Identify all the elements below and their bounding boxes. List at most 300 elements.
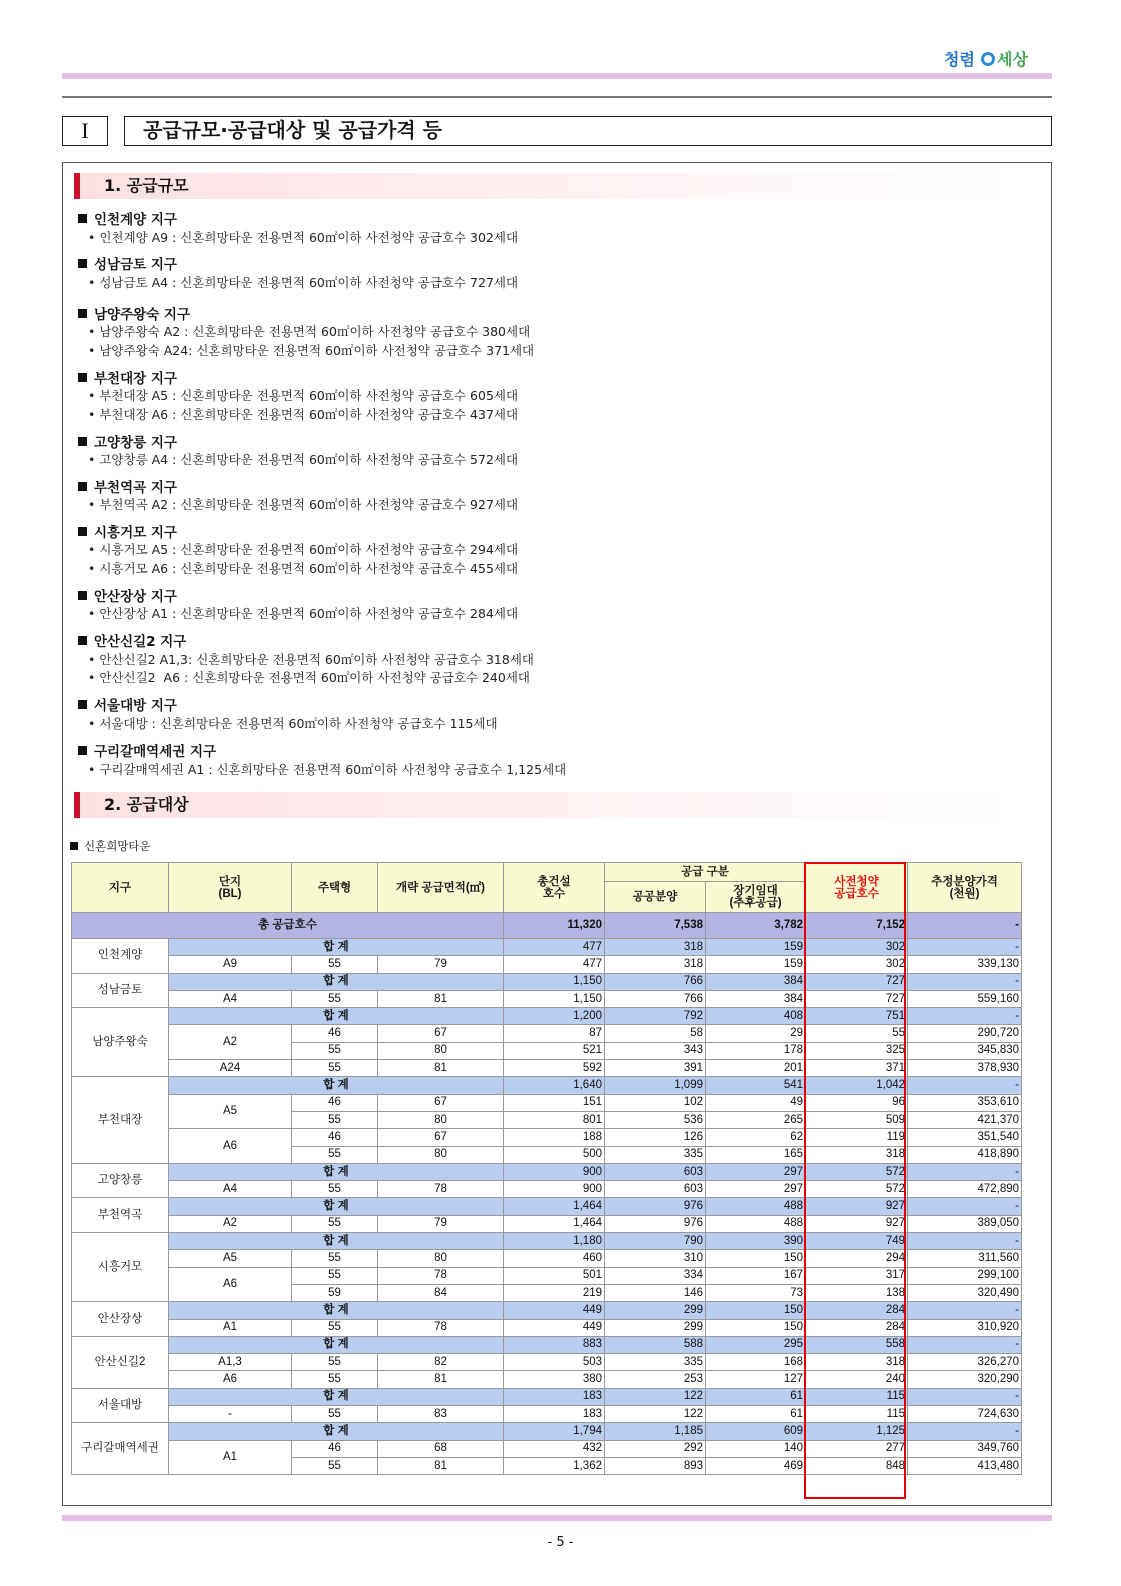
district-sum-row — [72, 1336, 1022, 1353]
area-cell: 82 — [378, 1354, 504, 1371]
block-cell: A4 — [169, 990, 292, 1007]
area-cell: 81 — [378, 1371, 504, 1388]
district-supply-item: • 부천대장 A6 : 신혼희망타운 전용면적 60㎡이하 사전청약 공급호수 437세대 — [88, 407, 519, 422]
table-row — [72, 1250, 1022, 1267]
value-cell: 294 — [806, 1250, 908, 1267]
sum-value: 727 — [806, 973, 908, 990]
value-cell: 727 — [806, 990, 908, 1007]
sum-label: 합 계 — [169, 973, 504, 990]
type-cell: 55 — [292, 1111, 378, 1128]
type-cell: 55 — [292, 1042, 378, 1059]
sum-value: 558 — [806, 1336, 908, 1353]
sum-value: 766 — [605, 973, 706, 990]
footer-pink-bar — [62, 1515, 1052, 1521]
square-bullet-icon — [78, 482, 87, 491]
district-sum-row — [72, 1233, 1022, 1250]
district-supply-item: • 인천계양 A9 : 신혼희망타운 전용면적 60㎡이하 사전청약 공급호수 302세대 — [88, 230, 519, 245]
type-cell: 55 — [292, 1060, 378, 1077]
col-presale — [806, 863, 908, 913]
sum-value: 1,200 — [504, 1008, 605, 1025]
type-cell: 46 — [292, 1094, 378, 1111]
district-cell: 남양주왕숙 — [72, 1008, 169, 1077]
table-row — [72, 1025, 1022, 1042]
sum-value: 927 — [806, 1198, 908, 1215]
value-cell: 318 — [806, 1146, 908, 1163]
area-cell: 78 — [378, 1181, 504, 1198]
sum-value: - — [908, 1163, 1022, 1180]
type-cell: 55 — [292, 1146, 378, 1163]
header-pink-bar — [62, 73, 1052, 79]
sum-value: 790 — [605, 1233, 706, 1250]
sum-value: 390 — [706, 1233, 806, 1250]
total-public: 7,538 — [605, 913, 706, 939]
district-cell: 부천대장 — [72, 1077, 169, 1163]
section-title: 공급규모·공급대상 및 공급가격 등 — [124, 116, 1052, 146]
sum-value: 284 — [806, 1302, 908, 1319]
district-sum-row — [72, 1423, 1022, 1440]
district-sum-row — [72, 1008, 1022, 1025]
sum-value: - — [908, 1302, 1022, 1319]
value-cell: 201 — [706, 1060, 806, 1077]
area-cell: 67 — [378, 1025, 504, 1042]
col-type: 주택형 — [292, 863, 378, 913]
district-sum-row — [72, 1198, 1022, 1215]
sum-value: - — [908, 1198, 1022, 1215]
block-cell: A6 — [169, 1267, 292, 1302]
col-rental-long — [706, 882, 806, 913]
district-cell: 서울대방 — [72, 1388, 169, 1423]
block-cell: A24 — [169, 1060, 292, 1077]
sum-value: - — [908, 1423, 1022, 1440]
sum-value: 183 — [504, 1388, 605, 1405]
area-cell: 79 — [378, 956, 504, 973]
district-cell: 성남금토 — [72, 973, 169, 1008]
value-cell: 509 — [806, 1111, 908, 1128]
district-cell: 부천역곡 — [72, 1198, 169, 1233]
square-bullet-icon — [78, 746, 87, 755]
sum-value: 302 — [806, 939, 908, 956]
col-total-label: 총건설 호수 — [537, 875, 571, 900]
total-price: - — [908, 913, 1022, 939]
value-cell: 115 — [806, 1406, 908, 1423]
type-cell: 55 — [292, 1354, 378, 1371]
total-rental: 3,782 — [706, 913, 806, 939]
supply-target-heading: 2. 공급대상 — [74, 792, 1014, 818]
sum-label: 합 계 — [169, 1163, 504, 1180]
value-cell: 500 — [504, 1146, 605, 1163]
value-cell: 318 — [806, 1354, 908, 1371]
col-price — [908, 863, 1022, 913]
area-cell: 80 — [378, 1111, 504, 1128]
col-block — [169, 863, 292, 913]
sum-value: 1,099 — [605, 1077, 706, 1094]
value-cell: 150 — [706, 1250, 806, 1267]
sum-value: 1,794 — [504, 1423, 605, 1440]
district-name: 서울대방 지구 — [94, 698, 177, 714]
value-cell: 49 — [706, 1094, 806, 1111]
table-row — [72, 1129, 1022, 1146]
sum-value: 541 — [706, 1077, 806, 1094]
block-cell: A2 — [169, 1215, 292, 1232]
value-cell: 29 — [706, 1025, 806, 1042]
value-cell: 349,760 — [908, 1440, 1022, 1457]
block-cell: A1,3 — [169, 1354, 292, 1371]
sum-value: 572 — [806, 1163, 908, 1180]
table-row — [72, 1319, 1022, 1336]
area-cell: 79 — [378, 1215, 504, 1232]
square-bullet-icon — [78, 437, 87, 446]
value-cell: 469 — [706, 1457, 806, 1474]
value-cell: 219 — [504, 1284, 605, 1301]
col-district: 지구 — [72, 863, 169, 913]
value-cell: 310,920 — [908, 1319, 1022, 1336]
sum-label: 합 계 — [169, 1008, 504, 1025]
sum-value: 295 — [706, 1336, 806, 1353]
area-cell: 78 — [378, 1319, 504, 1336]
value-cell: 724,630 — [908, 1406, 1022, 1423]
total-presale: 7,152 — [806, 913, 908, 939]
district-supply-item: • 시흥거모 A6 : 신혼희망타운 전용면적 60㎡이하 사전청약 공급호수 455세대 — [88, 561, 519, 576]
district-heading — [78, 367, 177, 387]
type-cell: 55 — [292, 1457, 378, 1474]
supply-table-body — [72, 913, 1022, 1475]
district-supply-item: • 고양창릉 A4 : 신혼희망타운 전용면적 60㎡이하 사전청약 공급호수 572세대 — [88, 452, 519, 467]
svg-text:청렴: 청렴 — [944, 50, 975, 69]
col-rental-label: 장기임대 (추후공급) — [729, 885, 782, 909]
sum-label: 합 계 — [169, 1423, 504, 1440]
area-cell: 80 — [378, 1250, 504, 1267]
sum-value: 976 — [605, 1198, 706, 1215]
value-cell: 277 — [806, 1440, 908, 1457]
sum-label: 합 계 — [169, 1336, 504, 1353]
sum-value: 318 — [605, 939, 706, 956]
total-count: 11,320 — [504, 913, 605, 939]
col-rental — [605, 882, 706, 913]
value-cell: 413,480 — [908, 1457, 1022, 1474]
value-cell: 61 — [706, 1406, 806, 1423]
sum-value: 603 — [605, 1163, 706, 1180]
sum-value: 299 — [605, 1302, 706, 1319]
area-cell: 68 — [378, 1440, 504, 1457]
header-rule — [62, 96, 1052, 98]
sum-value: 159 — [706, 939, 806, 956]
value-cell: 320,290 — [908, 1371, 1022, 1388]
value-cell: 353,610 — [908, 1094, 1022, 1111]
district-heading — [78, 431, 177, 451]
district-name: 구리갈매역세권 지구 — [94, 744, 217, 760]
value-cell: 1,464 — [504, 1215, 605, 1232]
type-cell: 46 — [292, 1440, 378, 1457]
type-cell: 55 — [292, 956, 378, 973]
table-row — [72, 1406, 1022, 1423]
value-cell: 119 — [806, 1129, 908, 1146]
col-price-label: 추정분양가격 (천원) — [931, 875, 998, 900]
value-cell: 472,890 — [908, 1181, 1022, 1198]
sum-value: 115 — [806, 1388, 908, 1405]
type-cell: 55 — [292, 990, 378, 1007]
district-heading — [78, 585, 177, 605]
value-cell: 345,830 — [908, 1042, 1022, 1059]
table-row — [72, 1440, 1022, 1457]
value-cell: 168 — [706, 1354, 806, 1371]
value-cell: 449 — [504, 1319, 605, 1336]
table-row — [72, 990, 1022, 1007]
svg-text:세상: 세상 — [997, 50, 1028, 69]
table-label-text: 신혼희망타운 — [84, 839, 151, 853]
table-row — [72, 1181, 1022, 1198]
table-row — [72, 1215, 1022, 1232]
district-supply-item: • 안산신길2 A6 : 신혼희망타운 전용면적 60㎡이하 사전청약 공급호수 240세대 — [88, 670, 530, 685]
value-cell: 477 — [504, 956, 605, 973]
district-name: 고양창릉 지구 — [94, 435, 177, 451]
sum-value: 792 — [605, 1008, 706, 1025]
district-heading — [78, 740, 216, 760]
sum-label: 합 계 — [169, 939, 504, 956]
value-cell: 559,160 — [908, 990, 1022, 1007]
square-bullet-icon — [78, 214, 87, 223]
value-cell: 334 — [605, 1267, 706, 1284]
square-bullet-icon — [78, 636, 87, 645]
block-cell: A1 — [169, 1440, 292, 1475]
district-name: 부천역곡 지구 — [94, 480, 177, 496]
value-cell: 378,930 — [908, 1060, 1022, 1077]
district-name: 인천계양 지구 — [94, 212, 177, 228]
table-row — [72, 1094, 1022, 1111]
square-bullet-icon — [78, 373, 87, 382]
col-presale-label: 사전청약 공급호수 — [834, 875, 879, 900]
value-cell: 318 — [605, 956, 706, 973]
value-cell: 766 — [605, 990, 706, 1007]
sum-value: - — [908, 1008, 1022, 1025]
district-heading — [78, 303, 190, 323]
value-cell: 290,720 — [908, 1025, 1022, 1042]
value-cell: 310 — [605, 1250, 706, 1267]
district-heading — [78, 521, 177, 541]
area-cell: 80 — [378, 1042, 504, 1059]
total-label: 총 공급호수 — [72, 913, 504, 939]
sum-value: 297 — [706, 1163, 806, 1180]
sum-label: 합 계 — [169, 1198, 504, 1215]
value-cell: 297 — [706, 1181, 806, 1198]
sum-value: 751 — [806, 1008, 908, 1025]
sum-value: - — [908, 1077, 1022, 1094]
table-row — [72, 1371, 1022, 1388]
type-cell: 55 — [292, 1181, 378, 1198]
value-cell: 146 — [605, 1284, 706, 1301]
value-cell: 432 — [504, 1440, 605, 1457]
block-cell: A4 — [169, 1181, 292, 1198]
area-cell: 67 — [378, 1129, 504, 1146]
sum-label: 합 계 — [169, 1302, 504, 1319]
value-cell: 976 — [605, 1215, 706, 1232]
value-cell: 501 — [504, 1267, 605, 1284]
value-cell: 592 — [504, 1060, 605, 1077]
value-cell: 159 — [706, 956, 806, 973]
block-cell: A5 — [169, 1094, 292, 1129]
sum-label: 합 계 — [169, 1233, 504, 1250]
value-cell: 151 — [504, 1094, 605, 1111]
sum-label: 합 계 — [169, 1388, 504, 1405]
value-cell: 351,540 — [908, 1129, 1022, 1146]
value-cell: 126 — [605, 1129, 706, 1146]
value-cell: 460 — [504, 1250, 605, 1267]
sum-value: 749 — [806, 1233, 908, 1250]
district-supply-item: • 구리갈매역세권 A1 : 신혼희망타운 전용면적 60㎡이하 사전청약 공급호수 1,125세대 — [88, 762, 567, 777]
value-cell: 253 — [605, 1371, 706, 1388]
district-sum-row — [72, 973, 1022, 990]
sum-value: - — [908, 939, 1022, 956]
sum-value: - — [908, 1336, 1022, 1353]
col-block-label: 단지 (BL) — [218, 875, 242, 900]
value-cell: 292 — [605, 1440, 706, 1457]
value-cell: 391 — [605, 1060, 706, 1077]
sum-value: 1,042 — [806, 1077, 908, 1094]
value-cell: 311,560 — [908, 1250, 1022, 1267]
value-cell: 102 — [605, 1094, 706, 1111]
section-number: I — [62, 116, 108, 146]
value-cell: 488 — [706, 1215, 806, 1232]
value-cell: 371 — [806, 1060, 908, 1077]
area-cell: 81 — [378, 1457, 504, 1474]
value-cell: 1,150 — [504, 990, 605, 1007]
type-cell: 59 — [292, 1284, 378, 1301]
value-cell: 326,270 — [908, 1354, 1022, 1371]
value-cell: 96 — [806, 1094, 908, 1111]
col-group: 공급 구분 — [605, 863, 806, 882]
supply-table — [71, 862, 1022, 1475]
value-cell: 893 — [605, 1457, 706, 1474]
area-cell: 81 — [378, 990, 504, 1007]
area-cell: 83 — [378, 1406, 504, 1423]
type-cell: 55 — [292, 1371, 378, 1388]
district-sum-row — [72, 1302, 1022, 1319]
district-heading — [78, 476, 177, 496]
type-cell: 55 — [292, 1406, 378, 1423]
sum-value: 1,125 — [806, 1423, 908, 1440]
district-supply-item: • 부천역곡 A2 : 신혼희망타운 전용면적 60㎡이하 사전청약 공급호수 927세대 — [88, 497, 519, 512]
sum-value: - — [908, 973, 1022, 990]
district-supply-item: • 안산신길2 A1,3: 신혼희망타운 전용면적 60㎡이하 사전청약 공급호수 318세대 — [88, 652, 534, 667]
sum-value: 122 — [605, 1388, 706, 1405]
block-cell: A2 — [169, 1025, 292, 1060]
value-cell: 73 — [706, 1284, 806, 1301]
sum-value: - — [908, 1233, 1022, 1250]
value-cell: 55 — [806, 1025, 908, 1042]
district-heading — [78, 253, 177, 273]
type-cell: 55 — [292, 1215, 378, 1232]
district-supply-item: • 서울대방 : 신혼희망타운 전용면적 60㎡이하 사전청약 공급호수 115세대 — [88, 716, 498, 731]
total-row — [72, 913, 1022, 939]
sum-value: 384 — [706, 973, 806, 990]
value-cell: 87 — [504, 1025, 605, 1042]
sum-value: 477 — [504, 939, 605, 956]
value-cell: 325 — [806, 1042, 908, 1059]
district-name: 시흥거모 지구 — [94, 525, 177, 541]
block-cell: A9 — [169, 956, 292, 973]
value-cell: 317 — [806, 1267, 908, 1284]
col-public-label: 공공분양 — [632, 891, 678, 903]
value-cell: 572 — [806, 1181, 908, 1198]
district-name: 부천대장 지구 — [94, 371, 177, 387]
block-cell: A1 — [169, 1319, 292, 1336]
district-sum-row — [72, 1388, 1022, 1405]
sum-value: - — [908, 1388, 1022, 1405]
value-cell: 418,890 — [908, 1146, 1022, 1163]
value-cell: 284 — [806, 1319, 908, 1336]
district-sum-row — [72, 1163, 1022, 1180]
sum-value: 449 — [504, 1302, 605, 1319]
value-cell: 299 — [605, 1319, 706, 1336]
type-cell: 46 — [292, 1129, 378, 1146]
square-bullet-icon — [78, 309, 87, 318]
value-cell: 138 — [806, 1284, 908, 1301]
value-cell: 801 — [504, 1111, 605, 1128]
value-cell: 1,362 — [504, 1457, 605, 1474]
value-cell: 127 — [706, 1371, 806, 1388]
value-cell: 343 — [605, 1042, 706, 1059]
sum-value: 488 — [706, 1198, 806, 1215]
value-cell: 240 — [806, 1371, 908, 1388]
area-cell: 80 — [378, 1146, 504, 1163]
district-sum-row — [72, 1077, 1022, 1094]
block-cell: A5 — [169, 1250, 292, 1267]
block-cell: - — [169, 1406, 292, 1423]
type-cell: 55 — [292, 1267, 378, 1284]
area-cell: 78 — [378, 1267, 504, 1284]
district-heading — [78, 694, 177, 714]
value-cell: 178 — [706, 1042, 806, 1059]
value-cell: 58 — [605, 1025, 706, 1042]
district-name: 남양주왕숙 지구 — [94, 307, 190, 323]
area-cell: 84 — [378, 1284, 504, 1301]
district-cell: 구리갈매역세권 — [72, 1423, 169, 1475]
value-cell: 900 — [504, 1181, 605, 1198]
value-cell: 150 — [706, 1319, 806, 1336]
value-cell: 603 — [605, 1181, 706, 1198]
table-row — [72, 1267, 1022, 1284]
sum-value: 1,640 — [504, 1077, 605, 1094]
value-cell: 384 — [706, 990, 806, 1007]
district-supply-item: • 성남금토 A4 : 신혼희망타운 전용면적 60㎡이하 사전청약 공급호수 727세대 — [88, 275, 519, 290]
area-cell: 81 — [378, 1060, 504, 1077]
district-name: 안산신길2 지구 — [94, 634, 187, 650]
block-cell: A6 — [169, 1129, 292, 1164]
value-cell: 140 — [706, 1440, 806, 1457]
sum-value: 1,464 — [504, 1198, 605, 1215]
district-name: 성남금토 지구 — [94, 257, 177, 273]
sum-value: 588 — [605, 1336, 706, 1353]
square-bullet-icon — [78, 259, 87, 268]
value-cell: 320,490 — [908, 1284, 1022, 1301]
type-cell: 55 — [292, 1250, 378, 1267]
square-bullet-icon — [78, 591, 87, 600]
sum-value: 150 — [706, 1302, 806, 1319]
sum-value: 1,150 — [504, 973, 605, 990]
col-area: 개략 공급면적(㎡) — [378, 863, 504, 913]
value-cell: 167 — [706, 1267, 806, 1284]
value-cell: 335 — [605, 1354, 706, 1371]
cheongryeom-logo — [944, 44, 1040, 74]
col-total — [504, 863, 605, 913]
district-cell: 안산장상 — [72, 1302, 169, 1337]
supply-scale-heading: 1. 공급규모 — [74, 173, 1014, 199]
value-cell: 335 — [605, 1146, 706, 1163]
table-row — [72, 1354, 1022, 1371]
district-heading — [78, 630, 186, 650]
sum-value: 1,180 — [504, 1233, 605, 1250]
district-cell: 고양창릉 — [72, 1163, 169, 1198]
value-cell: 536 — [605, 1111, 706, 1128]
